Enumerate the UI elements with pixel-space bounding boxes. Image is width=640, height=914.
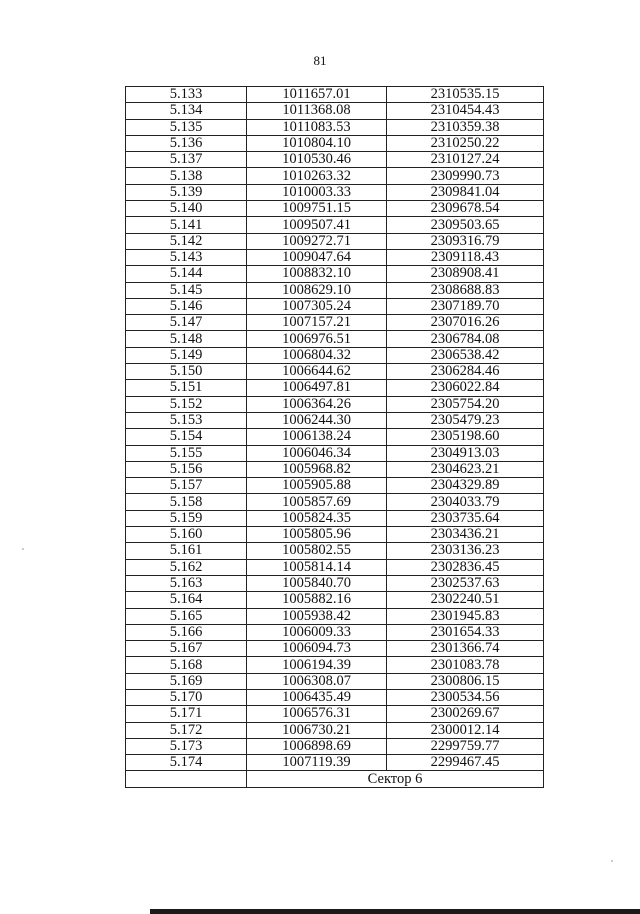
y-coordinate-cell: 2304033.79: [387, 494, 544, 510]
table-row: [126, 592, 544, 608]
sector-row: [126, 771, 544, 787]
point-number-cell: 5.171: [126, 706, 247, 722]
point-number-cell: 5.137: [126, 152, 247, 168]
table-row: [126, 233, 544, 249]
point-number-cell: 5.135: [126, 119, 247, 135]
table-row: [126, 608, 544, 624]
point-number-cell: 5.169: [126, 673, 247, 689]
point-number-cell: 5.142: [126, 233, 247, 249]
table-row: [126, 575, 544, 591]
x-coordinate-cell: 1011368.08: [247, 103, 387, 119]
y-coordinate-cell: 2309990.73: [387, 168, 544, 184]
point-number-cell: 5.140: [126, 201, 247, 217]
point-number-cell: 5.153: [126, 412, 247, 428]
table-row: [126, 266, 544, 282]
y-coordinate-cell: 2307189.70: [387, 298, 544, 314]
table-row: [126, 559, 544, 575]
point-number-cell: 5.160: [126, 527, 247, 543]
point-number-cell: 5.158: [126, 494, 247, 510]
x-coordinate-cell: 1009272.71: [247, 233, 387, 249]
point-number-cell: 5.152: [126, 396, 247, 412]
x-coordinate-cell: 1006976.51: [247, 331, 387, 347]
point-number-cell: 5.144: [126, 266, 247, 282]
table-row: [126, 249, 544, 265]
point-number-cell: 5.165: [126, 608, 247, 624]
x-coordinate-cell: 1006497.81: [247, 380, 387, 396]
y-coordinate-cell: 2310454.43: [387, 103, 544, 119]
table-row: [126, 347, 544, 363]
x-coordinate-cell: 1005938.42: [247, 608, 387, 624]
page-number: 81: [313, 53, 327, 68]
table-row: [126, 478, 544, 494]
x-coordinate-cell: 1005802.55: [247, 543, 387, 559]
point-number-cell: 5.148: [126, 331, 247, 347]
table-row: [126, 527, 544, 543]
y-coordinate-cell: 2304329.89: [387, 478, 544, 494]
point-number-cell: 5.134: [126, 103, 247, 119]
y-coordinate-cell: 2308688.83: [387, 282, 544, 298]
point-number-cell: 5.163: [126, 575, 247, 591]
y-coordinate-cell: 2304623.21: [387, 461, 544, 477]
sector-label: Сектор 6: [247, 771, 544, 787]
coordinates-table-body: [126, 87, 544, 788]
y-coordinate-cell: 2300012.14: [387, 722, 544, 738]
x-coordinate-cell: 1007305.24: [247, 298, 387, 314]
y-coordinate-cell: 2300534.56: [387, 689, 544, 705]
point-number-cell: 5.167: [126, 641, 247, 657]
x-coordinate-cell: 1006730.21: [247, 722, 387, 738]
y-coordinate-cell: 2306284.46: [387, 364, 544, 380]
table-row: [126, 184, 544, 200]
x-coordinate-cell: 1006009.33: [247, 624, 387, 640]
y-coordinate-cell: 2302836.45: [387, 559, 544, 575]
point-number-cell: 5.156: [126, 461, 247, 477]
table-row: [126, 510, 544, 526]
x-coordinate-cell: 1006138.24: [247, 429, 387, 445]
x-coordinate-cell: 1005882.16: [247, 592, 387, 608]
y-coordinate-cell: 2305479.23: [387, 412, 544, 428]
x-coordinate-cell: 1010804.10: [247, 135, 387, 151]
y-coordinate-cell: 2307016.26: [387, 315, 544, 331]
x-coordinate-cell: 1009507.41: [247, 217, 387, 233]
point-number-cell: 5.173: [126, 738, 247, 754]
x-coordinate-cell: 1005805.96: [247, 527, 387, 543]
x-coordinate-cell: 1006364.26: [247, 396, 387, 412]
table-row: [126, 201, 544, 217]
point-number-cell: 5.139: [126, 184, 247, 200]
table-row: [126, 152, 544, 168]
x-coordinate-cell: 1006644.62: [247, 364, 387, 380]
scan-speck: [22, 548, 24, 550]
x-coordinate-cell: 1006244.30: [247, 412, 387, 428]
y-coordinate-cell: 2299467.45: [387, 755, 544, 771]
y-coordinate-cell: 2305754.20: [387, 396, 544, 412]
table-row: [126, 396, 544, 412]
y-coordinate-cell: 2302240.51: [387, 592, 544, 608]
y-coordinate-cell: 2303136.23: [387, 543, 544, 559]
point-number-cell: 5.147: [126, 315, 247, 331]
y-coordinate-cell: 2309503.65: [387, 217, 544, 233]
table-row: [126, 755, 544, 771]
table-row: [126, 135, 544, 151]
point-number-cell: 5.155: [126, 445, 247, 461]
table-row: [126, 657, 544, 673]
table-row: [126, 706, 544, 722]
y-coordinate-cell: 2306784.08: [387, 331, 544, 347]
x-coordinate-cell: 1006308.07: [247, 673, 387, 689]
point-number-cell: 5.159: [126, 510, 247, 526]
table-row: [126, 103, 544, 119]
x-coordinate-cell: 1005840.70: [247, 575, 387, 591]
point-number-cell: 5.172: [126, 722, 247, 738]
y-coordinate-cell: 2303735.64: [387, 510, 544, 526]
x-coordinate-cell: 1010003.33: [247, 184, 387, 200]
table-row: [126, 494, 544, 510]
y-coordinate-cell: 2310535.15: [387, 87, 544, 103]
y-coordinate-cell: 2301366.74: [387, 641, 544, 657]
point-number-cell: 5.146: [126, 298, 247, 314]
x-coordinate-cell: 1005814.14: [247, 559, 387, 575]
x-coordinate-cell: 1005905.88: [247, 478, 387, 494]
table-row: [126, 543, 544, 559]
point-number-cell: 5.143: [126, 249, 247, 265]
table-row: [126, 641, 544, 657]
y-coordinate-cell: 2301654.33: [387, 624, 544, 640]
table-row: [126, 217, 544, 233]
y-coordinate-cell: 2300806.15: [387, 673, 544, 689]
coordinates-table: [125, 86, 544, 788]
table-row: [126, 461, 544, 477]
table-row: [126, 282, 544, 298]
y-coordinate-cell: 2301083.78: [387, 657, 544, 673]
point-number-cell: 5.149: [126, 347, 247, 363]
y-coordinate-cell: 2305198.60: [387, 429, 544, 445]
table-row: [126, 445, 544, 461]
table-row: [126, 168, 544, 184]
point-number-cell: 5.145: [126, 282, 247, 298]
y-coordinate-cell: 2300269.67: [387, 706, 544, 722]
x-coordinate-cell: 1006094.73: [247, 641, 387, 657]
y-coordinate-cell: 2304913.03: [387, 445, 544, 461]
y-coordinate-cell: 2306538.42: [387, 347, 544, 363]
x-coordinate-cell: 1005968.82: [247, 461, 387, 477]
point-number-cell: 5.157: [126, 478, 247, 494]
y-coordinate-cell: 2309316.79: [387, 233, 544, 249]
table-row: [126, 298, 544, 314]
point-number-cell: 5.161: [126, 543, 247, 559]
table-row: [126, 689, 544, 705]
table-row: [126, 119, 544, 135]
table-row: [126, 331, 544, 347]
x-coordinate-cell: 1007119.39: [247, 755, 387, 771]
y-coordinate-cell: 2299759.77: [387, 738, 544, 754]
y-coordinate-cell: 2308908.41: [387, 266, 544, 282]
point-number-cell: 5.154: [126, 429, 247, 445]
y-coordinate-cell: 2309841.04: [387, 184, 544, 200]
point-number-cell: 5.138: [126, 168, 247, 184]
point-number-cell: 5.164: [126, 592, 247, 608]
point-number-cell: 5.168: [126, 657, 247, 673]
x-coordinate-cell: 1006435.49: [247, 689, 387, 705]
x-coordinate-cell: 1006046.34: [247, 445, 387, 461]
y-coordinate-cell: 2309118.43: [387, 249, 544, 265]
y-coordinate-cell: 2310250.22: [387, 135, 544, 151]
y-coordinate-cell: 2301945.83: [387, 608, 544, 624]
table-row: [126, 315, 544, 331]
x-coordinate-cell: 1011657.01: [247, 87, 387, 103]
table-row: [126, 364, 544, 380]
table-row: [126, 380, 544, 396]
point-number-cell: 5.170: [126, 689, 247, 705]
scan-edge-line: [150, 909, 640, 914]
x-coordinate-cell: 1005857.69: [247, 494, 387, 510]
point-number-cell: 5.133: [126, 87, 247, 103]
x-coordinate-cell: 1010530.46: [247, 152, 387, 168]
x-coordinate-cell: 1008832.10: [247, 266, 387, 282]
table-row: [126, 87, 544, 103]
table-row: [126, 722, 544, 738]
point-number-cell: 5.174: [126, 755, 247, 771]
x-coordinate-cell: 1008629.10: [247, 282, 387, 298]
x-coordinate-cell: 1006804.32: [247, 347, 387, 363]
point-number-cell: 5.162: [126, 559, 247, 575]
table-row: [126, 429, 544, 445]
table-row: [126, 738, 544, 754]
x-coordinate-cell: 1006576.31: [247, 706, 387, 722]
x-coordinate-cell: 1005824.35: [247, 510, 387, 526]
point-number-cell: 5.150: [126, 364, 247, 380]
point-number-cell: 5.151: [126, 380, 247, 396]
y-coordinate-cell: 2302537.63: [387, 575, 544, 591]
x-coordinate-cell: 1009751.15: [247, 201, 387, 217]
x-coordinate-cell: 1011083.53: [247, 119, 387, 135]
scan-speck: [611, 860, 613, 862]
x-coordinate-cell: 1007157.21: [247, 315, 387, 331]
x-coordinate-cell: 1009047.64: [247, 249, 387, 265]
point-number-cell: 5.141: [126, 217, 247, 233]
table-row: [126, 673, 544, 689]
point-number-cell: 5.166: [126, 624, 247, 640]
table-row: [126, 412, 544, 428]
y-coordinate-cell: 2303436.21: [387, 527, 544, 543]
x-coordinate-cell: 1010263.32: [247, 168, 387, 184]
y-coordinate-cell: 2310127.24: [387, 152, 544, 168]
point-number-cell: 5.136: [126, 135, 247, 151]
table-row: [126, 624, 544, 640]
x-coordinate-cell: 1006898.69: [247, 738, 387, 754]
y-coordinate-cell: 2306022.84: [387, 380, 544, 396]
y-coordinate-cell: 2309678.54: [387, 201, 544, 217]
y-coordinate-cell: 2310359.38: [387, 119, 544, 135]
x-coordinate-cell: 1006194.39: [247, 657, 387, 673]
